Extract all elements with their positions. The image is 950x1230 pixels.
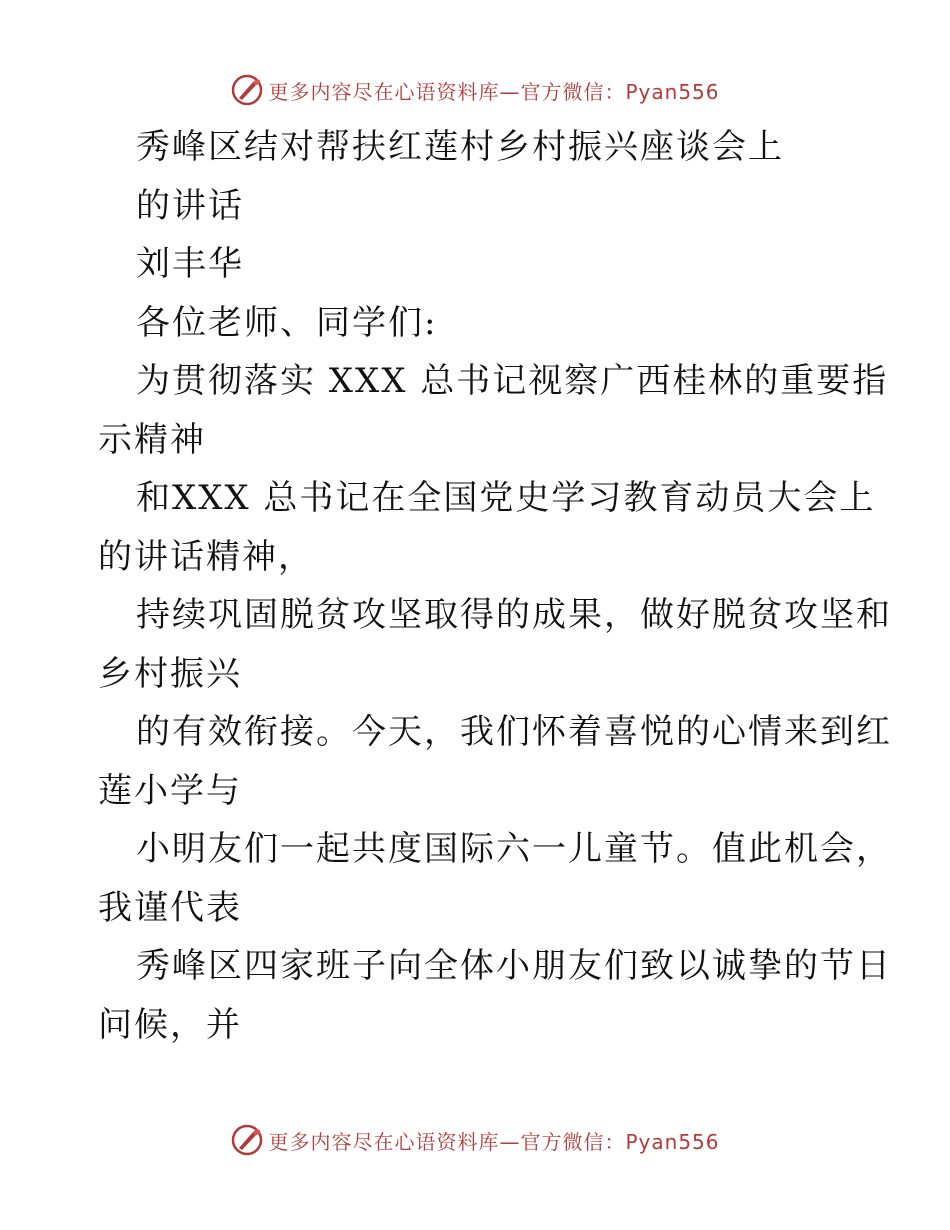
footer-wechat-id: Pyan556 <box>625 1129 720 1154</box>
header-banner-text: 更多内容尽在心语资料库—官方微信：Pyan556 <box>268 79 720 104</box>
doc-line-title-1: 秀峰区结对帮扶红莲村乡村振兴座谈会上 <box>136 127 784 167</box>
footer-banner <box>0 1122 950 1158</box>
doc-line: 乡村振兴 <box>98 653 242 694</box>
quill-pen-logo-icon <box>230 73 264 107</box>
doc-line: 示精神 <box>98 419 206 460</box>
doc-line-author: 刘丰华 <box>136 244 244 284</box>
doc-line: 的有效衔接。今天，我们怀着喜悦的心情来到红 <box>136 712 892 752</box>
quill-pen-logo-icon <box>230 1123 264 1157</box>
header-banner <box>0 72 950 108</box>
doc-line: 持续巩固脱贫攻坚取得的成果，做好脱贫攻坚和 <box>136 595 892 635</box>
doc-line-salutation: 各位老师、同学们: <box>136 302 438 343</box>
doc-line: 问候，并 <box>98 1004 242 1045</box>
doc-line: 和XXX 总书记在全国党史学习教育动员大会上 <box>136 478 876 518</box>
doc-line: 秀峰区四家班子向全体小朋友们致以诚挚的节日 <box>136 946 892 986</box>
doc-line: 为贯彻落实 XXX 总书记视察广西桂林的重要指 <box>136 361 889 401</box>
doc-line: 小明友们一起共度国际六一儿童节。值此机会， <box>136 829 892 869</box>
doc-line: 的讲话精神， <box>98 536 314 577</box>
footer-banner-text: 更多内容尽在心语资料库—官方微信：Pyan556 <box>268 1129 720 1154</box>
doc-line: 莲小学与 <box>98 770 242 811</box>
doc-line-title-2: 的讲话 <box>136 185 244 226</box>
document-body <box>98 118 892 1054</box>
doc-line: 我谨代表 <box>98 887 242 928</box>
header-wechat-id: Pyan556 <box>625 79 720 104</box>
